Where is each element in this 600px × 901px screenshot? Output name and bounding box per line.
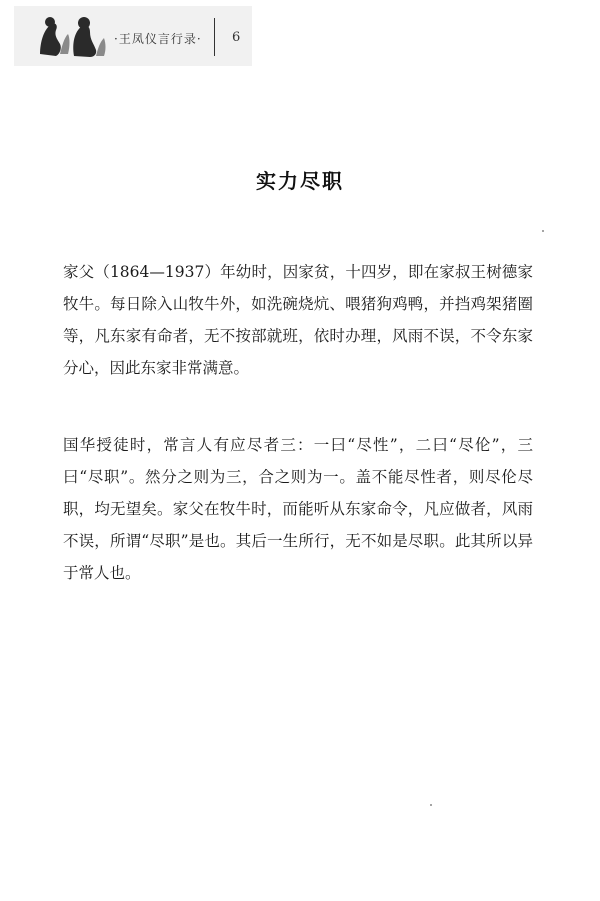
body-paragraph: 国华授徒时，常言人有应尽者三：一曰“尽性”，二曰“尽伦”，三曰“尽职”。然分之则为三，合之则为一。盖不能尽性者，则尽伦尽职，均无望矣。家父在牧牛时，而能听从东家命令，凡应做者，风雨不误，所谓“尽职”是也。其后一生所行，无不如是尽职。此其所以异于常人也。 xyxy=(63,436,533,582)
book-title: ·王凤仪言行录· xyxy=(114,32,202,46)
scan-speck xyxy=(542,230,544,232)
chapter-title: 实力尽职 xyxy=(256,169,344,193)
running-header xyxy=(14,6,252,66)
header-logo xyxy=(34,14,114,58)
scan-speck xyxy=(430,804,432,806)
header-divider xyxy=(214,18,215,56)
body-paragraph: 家父（1864—1937）年幼时，因家贫，十四岁，即在家叔王树德家牧牛。每日除入山牧牛外，如洗碗烧炕、喂猪狗鸡鸭，并挡鸡架猪圈等，凡东家有命者，无不按部就班，依时办理，风雨不误，不令东家分心，因此东家非常满意。 xyxy=(63,263,533,377)
page-number: 6 xyxy=(232,30,241,45)
